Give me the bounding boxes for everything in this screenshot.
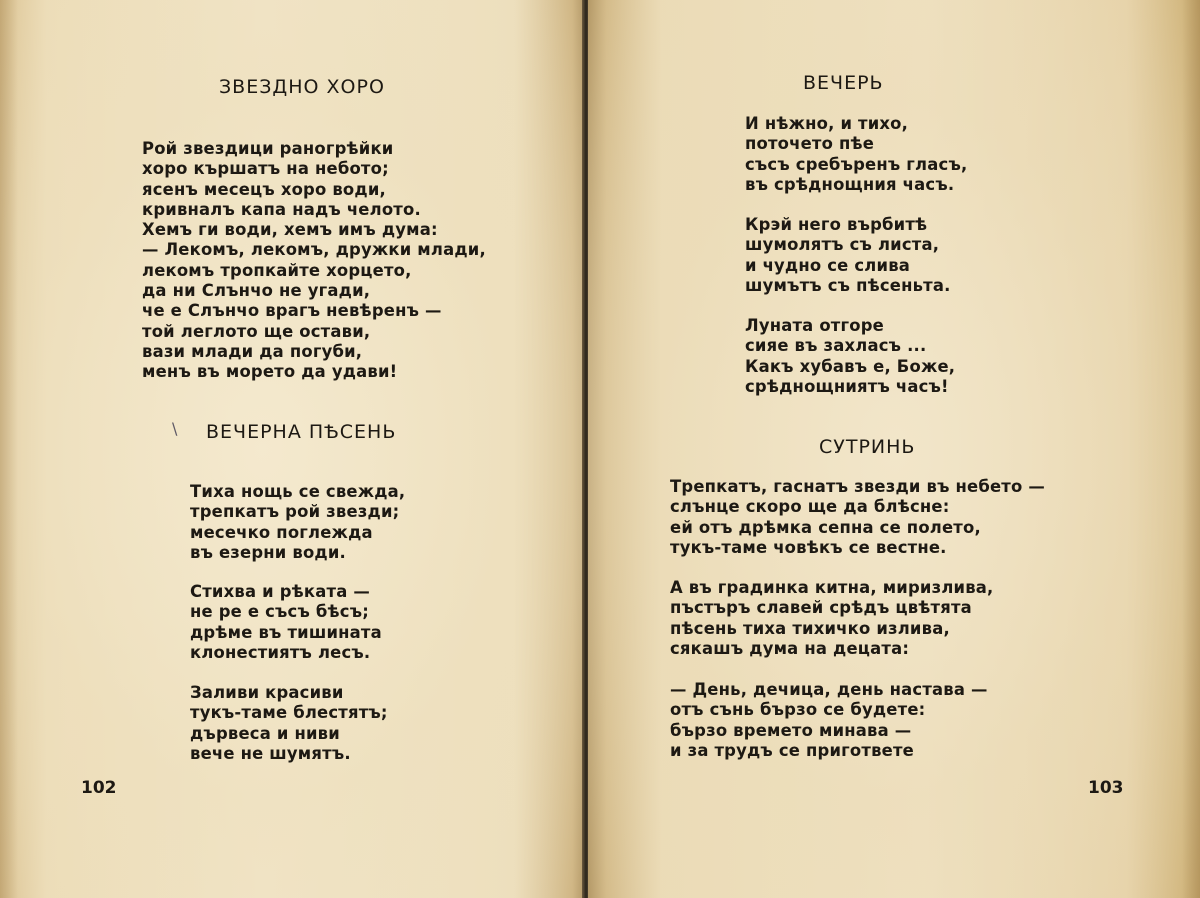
verse-line: ей отъ дрѣмка сепна се полето, bbox=[670, 517, 981, 537]
verse-line: той леглото ще остави, bbox=[142, 321, 371, 341]
stanza bbox=[190, 482, 405, 563]
verse-line: тукъ-таме блестятъ; bbox=[190, 703, 388, 723]
pencil-mark: \ bbox=[172, 419, 178, 438]
verse-line: отъ сънь бързо се будете: bbox=[670, 700, 926, 720]
verse-line: дрѣме въ тишината bbox=[190, 622, 382, 642]
verse-line: Тиха нощь се свежда, bbox=[190, 482, 406, 501]
verse-line: ясенъ месецъ хоро води, bbox=[142, 179, 386, 199]
poem-title-vecherna-pesen: ВЕЧЕРНА ПѢСЕНЬ bbox=[206, 421, 397, 443]
verse-line: да ни Слънчо не угади, bbox=[142, 281, 371, 301]
verse-line: не ре е съсъ бѣсъ; bbox=[190, 602, 369, 622]
verse-line: клонестиятъ лесъ. bbox=[190, 642, 371, 662]
verse-line: и чудно се слива bbox=[745, 255, 911, 275]
right-page bbox=[588, 0, 1200, 898]
verse-line: Трепкатъ, гаснатъ звезди въ небето — bbox=[670, 477, 1045, 496]
verse-line: Заливи красиви bbox=[190, 683, 344, 702]
verse-line: И нѣжно, и тихо, bbox=[745, 114, 909, 133]
stanza bbox=[745, 316, 955, 397]
stanza bbox=[670, 578, 993, 659]
stanza bbox=[745, 114, 967, 195]
verse-line: шумътъ съ пѣсеньта. bbox=[745, 275, 951, 295]
verse-line: въ езерни води. bbox=[190, 542, 346, 562]
stanza bbox=[142, 139, 486, 383]
verse-line: А въ градинка китна, миризлива, bbox=[670, 578, 994, 597]
stanza bbox=[670, 477, 1045, 558]
verse-line: дървеса и ниви bbox=[190, 723, 340, 743]
stanza bbox=[190, 582, 382, 663]
verse-line: Какъ хубавъ е, Боже, bbox=[745, 356, 956, 376]
verse-line: трепкатъ рой звезди; bbox=[190, 502, 400, 522]
verse-line: Луната отгоре bbox=[745, 316, 884, 335]
poem-title-sutrin: СУТРИНЬ bbox=[819, 436, 916, 458]
poem-title-vecher: ВЕЧЕРЬ bbox=[803, 72, 884, 94]
verse-line: че е Слънчо врагъ невѣренъ — bbox=[142, 301, 442, 321]
verse-line: Рой звездици раногрѣйки bbox=[142, 139, 394, 158]
verse-line: поточето пѣе bbox=[745, 134, 875, 154]
verse-line: сякашъ дума на децата: bbox=[670, 638, 910, 658]
verse-line: хоро кършатъ на небото; bbox=[142, 159, 389, 179]
verse-line: пъстъръ славей срѣдъ цвѣтята bbox=[670, 598, 972, 618]
verse-line: тукъ-таме човѣкъ се вестне. bbox=[670, 537, 947, 557]
stanza bbox=[745, 215, 951, 296]
verse-line: въ срѣднощния часъ. bbox=[745, 174, 955, 194]
verse-line: и за трудъ се пригответе bbox=[670, 740, 914, 760]
verse-line: пѣсень тиха тихичко излива, bbox=[670, 618, 950, 638]
verse-line: сияе въ захласъ ... bbox=[745, 336, 927, 356]
page-number: 102 bbox=[81, 778, 117, 798]
verse-line: лекомъ тропкайте хорцето, bbox=[142, 260, 412, 280]
verse-line: — Лекомъ, лекомъ, дружки млади, bbox=[142, 240, 486, 260]
verse-line: Хемъ ги води, хемъ имъ дума: bbox=[142, 220, 438, 240]
verse-line: съсъ сребъренъ гласъ, bbox=[745, 154, 968, 174]
verse-line: слънце скоро ще да блѣсне: bbox=[670, 497, 950, 517]
verse-line: вече не шумятъ. bbox=[190, 743, 351, 763]
verse-line: Крэй него върбитѣ bbox=[745, 215, 928, 234]
page-number: 103 bbox=[1088, 778, 1124, 798]
verse-line: — День, дечица, день настава — bbox=[670, 680, 988, 699]
verse-line: срѣднощниятъ часъ! bbox=[745, 376, 949, 396]
left-page bbox=[0, 0, 584, 898]
verse-line: вази млади да погуби, bbox=[142, 341, 363, 361]
verse-line: Стихва и рѣката — bbox=[190, 582, 370, 601]
stanza bbox=[670, 680, 988, 761]
poem-title-zvezdno-horo: ЗВЕЗДНО ХОРО bbox=[219, 76, 385, 98]
page-edge-stain bbox=[1182, 0, 1200, 898]
verse-line: бързо времето минава — bbox=[670, 720, 912, 740]
verse-line: месечко поглежда bbox=[190, 522, 373, 542]
stanza bbox=[190, 683, 388, 764]
verse-line: кривналъ капа надъ челото. bbox=[142, 199, 421, 219]
page-edge-stain bbox=[0, 0, 18, 898]
verse-line: шумолятъ съ листа, bbox=[745, 235, 940, 255]
verse-line: менъ въ морето да удави! bbox=[142, 362, 398, 382]
